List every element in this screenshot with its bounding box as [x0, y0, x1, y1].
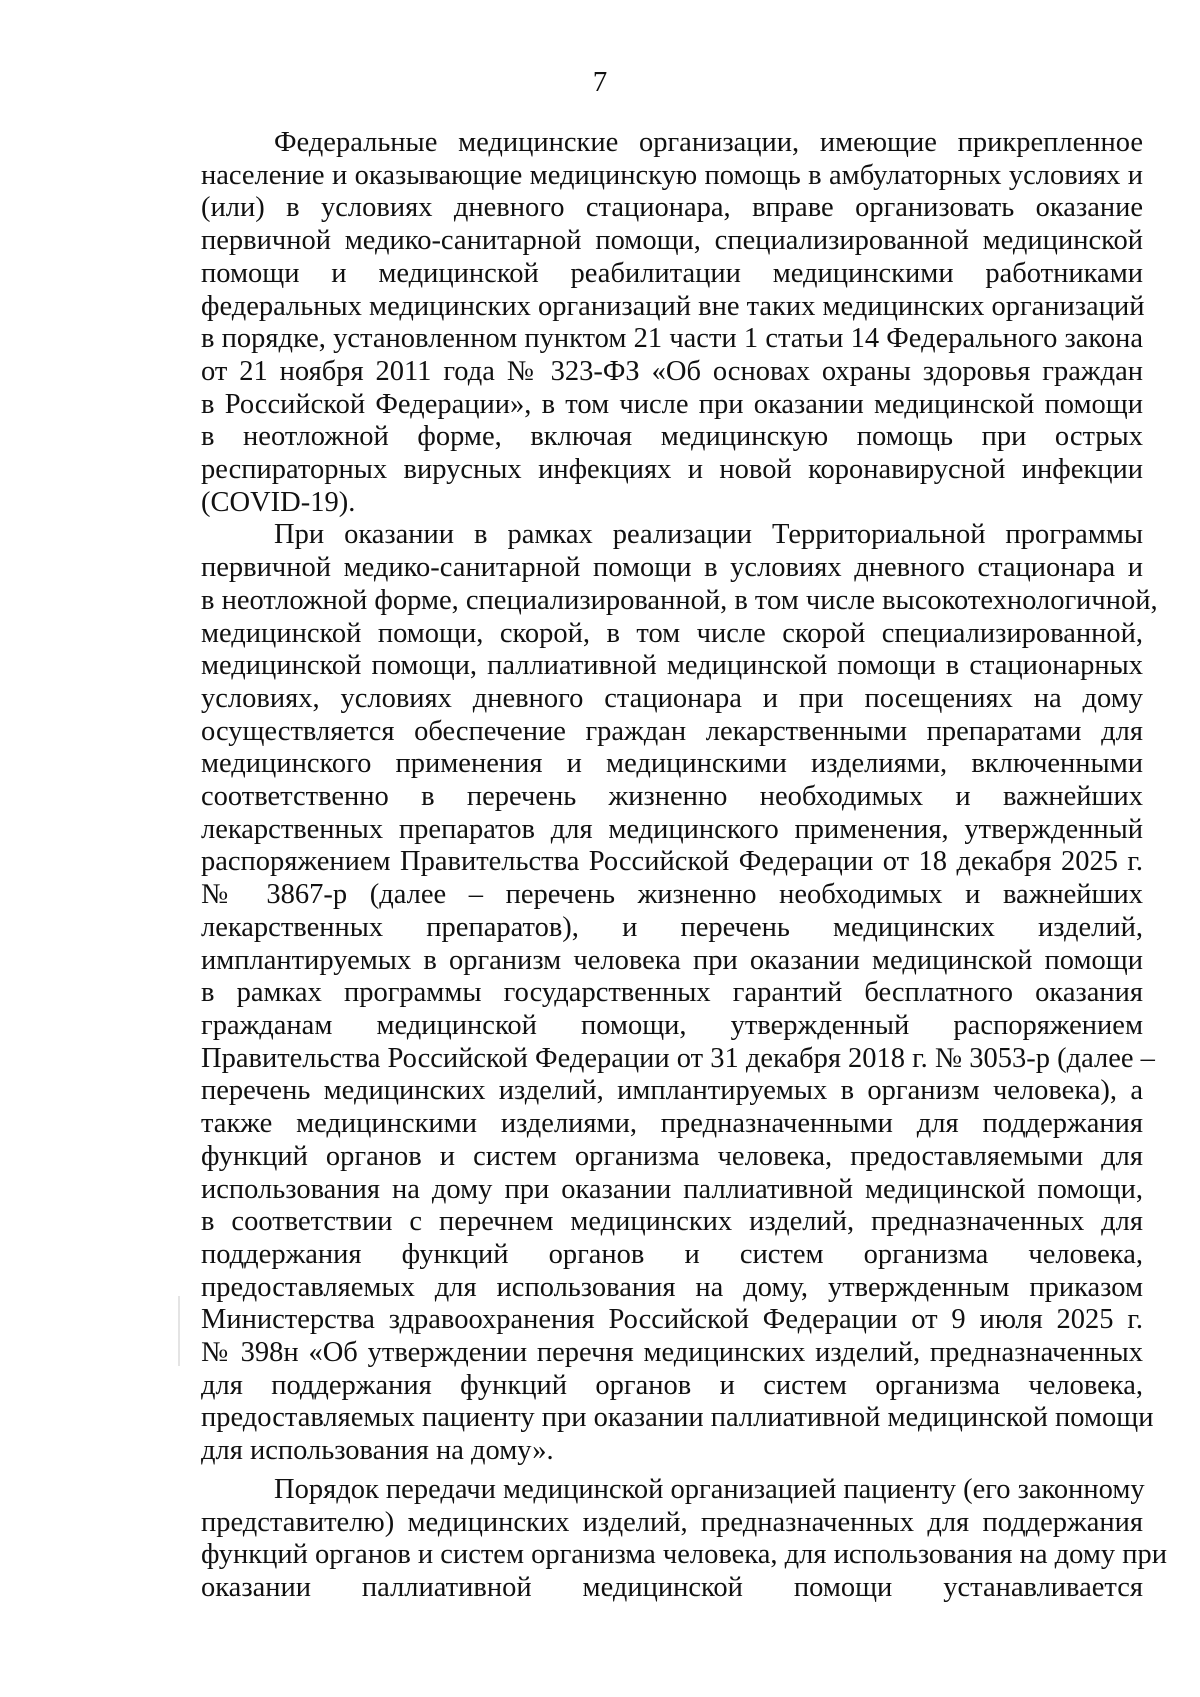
text-line: перечень медицинских изделий, имплантируемых в организм человека), а	[201, 1075, 1143, 1107]
text-line: представителю) медицинских изделий, предназначенных для поддержания	[201, 1506, 1143, 1538]
text-line: медицинской помощи, скорой, в том числе скорой специализированной,	[201, 617, 1143, 649]
text-line: в рамках программы государственных гарантий бесплатного оказания	[201, 977, 1143, 1009]
text-line: население и оказывающие медицинскую помощь в амбулаторных условиях и	[201, 159, 1143, 191]
document-body	[201, 127, 1168, 1605]
text-line: лекарственных препаратов для медицинского применения, утвержденный	[201, 813, 1143, 845]
text-line: также медицинскими изделиями, предназначенными для поддержания	[201, 1108, 1143, 1140]
scan-margin-mark	[178, 1296, 180, 1366]
text-line: для использования на дому».	[201, 1435, 554, 1467]
text-line: Федеральные медицинские организации, имеющие прикрепленное	[274, 127, 1143, 158]
page-number: 7	[592, 66, 608, 98]
text-line: № 3867-р (далее – перечень жизненно необходимых и важнейших	[201, 879, 1143, 911]
text-line: Правительства Российской Федерации от 31 декабря 2018 г. № 3053-р (далее –	[201, 1042, 1155, 1074]
text-line: в Российской Федерации», в том числе при оказании медицинской помощи	[201, 388, 1143, 420]
text-line: в соответствии с перечнем медицинских изделий, предназначенных для	[201, 1206, 1143, 1238]
paragraph	[201, 519, 1158, 1467]
text-line: использования на дому при оказании паллиативной медицинской помощи,	[201, 1173, 1143, 1205]
text-line: условиях, условиях дневного стационара и при посещениях на дому	[201, 682, 1143, 714]
text-line: предоставляемых пациенту при оказании паллиативной медицинской помощи	[201, 1402, 1154, 1434]
text-line: гражданам медицинской помощи, утвержденный распоряжением	[201, 1009, 1143, 1041]
text-line: функций органов и систем организма человека, для использования на дому при	[201, 1539, 1168, 1571]
text-line: осуществляется обеспечение граждан лекарственными препаратами для	[201, 715, 1143, 747]
text-line: федеральных медицинских организаций вне таких медицинских организаций	[201, 290, 1145, 322]
text-line: имплантируемых в организм человека при оказании медицинской помощи	[201, 944, 1143, 976]
text-line: распоряжением Правительства Российской Федерации от 18 декабря 2025 г.	[201, 846, 1143, 878]
text-line: медицинской помощи, паллиативной медицинской помощи в стационарных	[201, 650, 1143, 682]
text-line: первичной медико-санитарной помощи, специализированной медицинской	[201, 225, 1143, 257]
paragraph	[201, 127, 1143, 519]
text-line: Министерства здравоохранения Российской Федерации от 9 июля 2025 г.	[201, 1304, 1143, 1336]
text-line: первичной медико-санитарной помощи в условиях дневного стационара и	[201, 552, 1143, 584]
text-line: № 398н «Об утверждении перечня медицинских изделий, предназначенных	[201, 1337, 1143, 1369]
text-line: лекарственных препаратов), и перечень медицинских изделий,	[201, 911, 1143, 943]
text-line: оказании паллиативной медицинской помощи устанавливается	[201, 1571, 1143, 1603]
text-line: в неотложной форме, включая медицинскую помощь при острых	[201, 421, 1143, 453]
text-line: функций органов и систем организма человека, предоставляемыми для	[201, 1140, 1143, 1172]
text-line: поддержания функций органов и систем организма человека,	[201, 1238, 1143, 1270]
text-line: Порядок передачи медицинской организацией пациенту (его законному	[274, 1473, 1145, 1505]
text-line: (или) в условиях дневного стационара, вправе организовать оказание	[201, 192, 1143, 224]
text-line: для поддержания функций органов и систем организма человека,	[201, 1369, 1143, 1401]
text-line: в порядке, установленном пунктом 21 части 1 статьи 14 Федерального закона	[201, 323, 1143, 355]
text-line: от 21 ноября 2011 года № 323-ФЗ «Об основах охраны здоровья граждан	[201, 355, 1143, 387]
paragraph	[201, 1473, 1168, 1605]
text-line: При оказании в рамках реализации Территориальной программы	[274, 519, 1143, 551]
text-line: предоставляемых для использования на дому, утвержденным приказом	[201, 1271, 1143, 1303]
text-line: медицинского применения и медицинскими изделиями, включенными	[201, 748, 1143, 780]
text-line: (COVID-19).	[201, 486, 356, 518]
text-line: соответственно в перечень жизненно необходимых и важнейших	[201, 781, 1143, 813]
text-line: респираторных вирусных инфекциях и новой коронавирусной инфекции	[201, 454, 1143, 486]
text-line: помощи и медицинской реабилитации медицинскими работниками	[201, 257, 1143, 289]
text-line: в неотложной форме, специализированной, в том числе высокотехнологичной,	[201, 584, 1158, 616]
